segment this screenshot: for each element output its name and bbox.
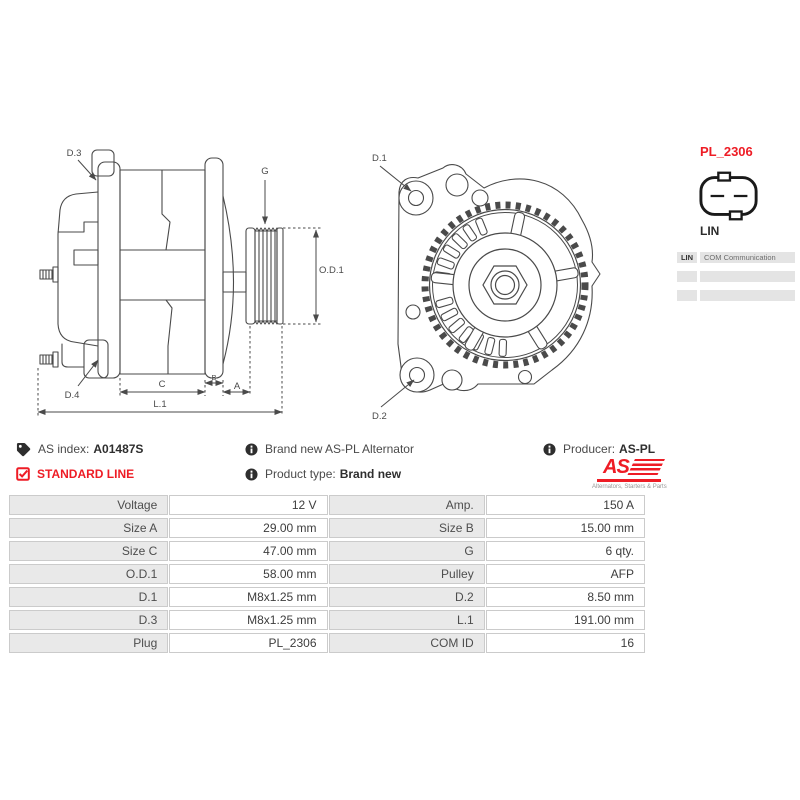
connection-pin: LIN [677,252,697,263]
spec-value: M8x1.25 mm [169,587,327,607]
table-row [9,495,645,515]
front-hub [453,233,557,337]
side-pulley [246,228,283,324]
logo-stripes [627,459,665,476]
table-row [9,564,645,584]
table-row [9,518,645,538]
producer-value: AS-PL [619,442,656,456]
spec-value: 191.00 mm [486,610,645,630]
product-title-field [245,441,414,457]
side-rear-housing [58,192,98,346]
dim-label-c: C [158,379,166,390]
dim-label-od1: O.D.1 [319,265,344,276]
connection-row [677,252,795,263]
dim-label-a: A [233,381,241,392]
as-index-label: AS index: [38,442,90,456]
producer-label: Producer: [563,442,616,456]
connection-row [677,271,795,282]
spec-label: Amp. [329,495,485,515]
plug-code: PL_2306 [700,144,753,159]
as-index-field [16,441,143,457]
logo-word: AS [603,456,629,478]
side-nose-cone [223,196,234,364]
checkbox-checked-icon [16,467,30,481]
spec-value: 6 qty. [486,541,645,561]
info-icon [245,443,258,456]
table-row [9,633,645,653]
side-view-diagram [22,134,344,430]
spec-value: 16 [486,633,645,653]
spec-value: 12 V [169,495,327,515]
spec-value: 58.00 mm [169,564,327,584]
plug-panel [672,140,798,308]
connection-row [677,290,795,301]
side-stud-bottom [40,352,58,367]
spec-value: AFP [486,564,645,584]
dim-label-d4: D.4 [64,390,80,401]
dim-label-g: G [261,166,269,177]
side-ear-top [92,150,114,176]
spec-label: D.3 [9,610,168,630]
table-row [9,587,645,607]
spec-value: 47.00 mm [169,541,327,561]
plug-connector-label: LIN [700,224,720,238]
spec-value: 15.00 mm [486,518,645,538]
spec-table [8,492,646,656]
dim-label-d3: D.3 [66,148,82,159]
side-rear-bracket [98,162,120,378]
product-type-field [245,466,401,482]
product-title-text: Brand new AS-PL Alternator [265,442,414,456]
connection-pin [677,290,697,301]
spec-value: 29.00 mm [169,518,327,538]
leader-d3 [78,160,96,180]
connection-desc [700,271,795,282]
spec-label: Size B [329,518,485,538]
spec-label: L.1 [329,610,485,630]
spec-label: Pulley [329,564,485,584]
spec-label: Size A [9,518,168,538]
spec-value: PL_2306 [169,633,327,653]
info-icon [543,443,556,456]
product-type-label: Product type: [265,467,336,481]
connection-desc: COM Communication [700,252,795,263]
spec-label: O.D.1 [9,564,168,584]
side-stud-top [40,267,58,282]
producer-field [543,441,655,457]
logo-caption: Alternators, Starters & Parts [592,483,667,490]
front-view-diagram [348,134,660,430]
side-front-bracket [205,158,223,378]
product-type-value: Brand new [339,467,402,481]
spec-label: D.1 [9,587,168,607]
connection-desc [700,290,795,301]
leader-d2 [381,380,414,407]
info-icon [245,468,258,481]
side-shaft [223,272,246,292]
standard-line-badge [16,466,134,482]
connection-list [677,252,795,309]
as-pl-logo [592,457,666,490]
connection-pin [677,271,697,282]
spec-label: Plug [9,633,168,653]
spec-label: D.2 [329,587,485,607]
tag-icon [16,442,31,457]
dim-label-b: B [211,373,217,382]
spec-value: 8.50 mm [486,587,645,607]
spec-value: M8x1.25 mm [169,610,327,630]
spec-label: G [329,541,485,561]
leader-d4 [78,360,98,386]
spec-value: 150 A [486,495,645,515]
logo-bar [597,479,661,482]
dim-label-l1: L.1 [153,399,167,410]
spec-label: Size C [9,541,168,561]
table-row [9,610,645,630]
spec-label: COM ID [329,633,485,653]
dim-label-d2: D.2 [372,411,387,422]
spec-label: Voltage [9,495,168,515]
table-row [9,541,645,561]
plug-connector-icon [698,170,760,222]
standard-line-label: STANDARD LINE [37,467,135,481]
as-index-value: A01487S [93,442,144,456]
dim-label-d1: D.1 [372,153,387,164]
